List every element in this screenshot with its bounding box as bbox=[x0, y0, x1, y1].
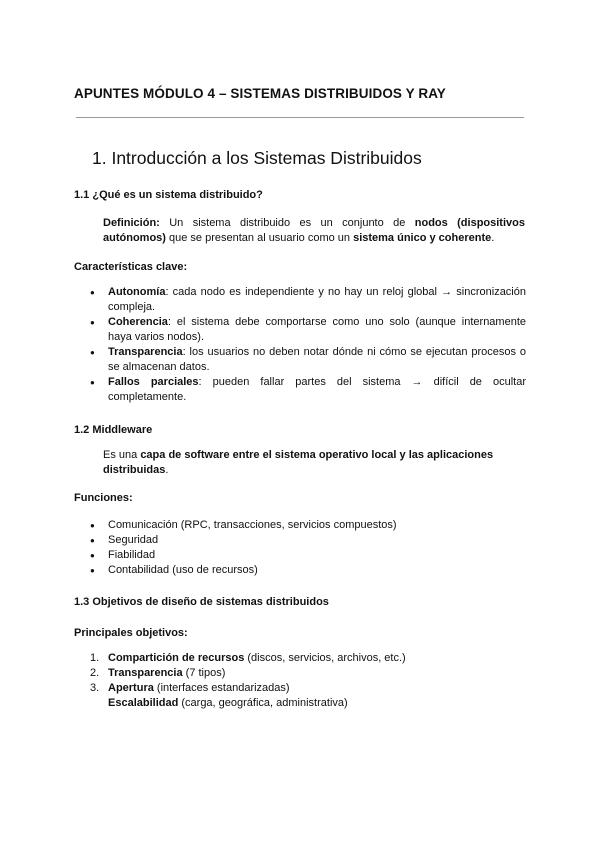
feature-text: el sistema debe comportarse como uno solo (aunque internamente haya varios nodos). bbox=[108, 316, 526, 343]
feature-item-fallos-parciales bbox=[0, 375, 526, 405]
objective-number: 2. bbox=[90, 667, 100, 679]
function-item: ● Comunicación (RPC, transacciones, servicios compuestos) bbox=[0, 518, 526, 533]
objective-text: (interfaces estandarizadas) bbox=[153, 682, 290, 694]
definition-text-2: que se presentan al usuario como un bbox=[165, 232, 354, 244]
document-title: APUNTES MÓDULO 4 – SISTEMAS DISTRIBUIDOS Y RAY bbox=[74, 86, 446, 101]
feature-text: los usuarios no deben notar dónde ni cómo se ejecutan procesos o se almacenan datos. bbox=[108, 346, 526, 373]
title-divider bbox=[76, 117, 524, 118]
function-item: ● Seguridad bbox=[0, 533, 526, 548]
feature-item-transparencia bbox=[0, 345, 526, 375]
features-list bbox=[0, 285, 526, 405]
objective-number: 1. bbox=[90, 652, 100, 664]
feature-item-autonomia bbox=[0, 285, 526, 315]
objectives-list bbox=[0, 651, 526, 711]
subsection-heading-1-3: 1.3 Objetivos de diseño de sistemas distribuidos bbox=[74, 596, 329, 608]
objective-term: Transparencia bbox=[108, 667, 183, 679]
functions-heading: Funciones: bbox=[74, 492, 133, 504]
objective-item-escalabilidad bbox=[0, 696, 526, 711]
objective-term: Escalabilidad bbox=[108, 697, 179, 709]
objective-text: (carga, geográfica, administrativa) bbox=[178, 697, 348, 709]
middleware-text-2: . bbox=[165, 464, 169, 476]
feature-sep: : bbox=[165, 286, 169, 298]
features-heading: Características clave: bbox=[74, 261, 188, 273]
objective-term: Apertura bbox=[108, 682, 154, 694]
subsection-heading-1-2: 1.2 Middleware bbox=[74, 424, 153, 436]
definition-text-3: . bbox=[491, 232, 495, 244]
feature-text: cada nodo es independiente y no hay un reloj global → sincronización compleja. bbox=[108, 286, 526, 313]
feature-term: Transparencia bbox=[108, 346, 183, 358]
objective-term: Compartición de recursos bbox=[108, 652, 245, 664]
objective-text: (discos, servicios, archivos, etc.) bbox=[244, 652, 406, 664]
feature-term: Autonomía bbox=[108, 286, 166, 298]
objective-item-transparencia bbox=[0, 666, 526, 681]
objective-text: (7 tipos) bbox=[182, 667, 226, 679]
definition-text-1: Un sistema distribuido es un conjunto de bbox=[159, 217, 415, 229]
middleware-bold: capa de software entre el sistema operativo local y las aplicaciones distribuidas bbox=[103, 449, 494, 476]
subsection-heading-1-1: 1.1 ¿Qué es un sistema distribuido? bbox=[74, 189, 263, 201]
feature-text: pueden fallar partes del sistema → difícil de ocultar completamente. bbox=[108, 376, 526, 403]
objective-number: 3. bbox=[90, 682, 100, 694]
middleware-text-1: Es una bbox=[103, 449, 141, 461]
objective-item-apertura bbox=[0, 681, 526, 696]
feature-term: Coherencia bbox=[108, 316, 168, 328]
objectives-heading: Principales objetivos: bbox=[74, 627, 188, 639]
feature-item-coherencia bbox=[0, 315, 526, 345]
functions-list bbox=[0, 518, 526, 578]
section-title: 1. Introducción a los Sistemas Distribuidos bbox=[92, 148, 422, 168]
middleware-paragraph bbox=[103, 448, 503, 478]
definition-label: Definición: bbox=[103, 217, 160, 229]
feature-sep: : bbox=[182, 346, 186, 358]
feature-sep: : bbox=[167, 316, 171, 328]
feature-sep: : bbox=[198, 376, 202, 388]
feature-term: Fallos parciales bbox=[108, 376, 199, 388]
definition-paragraph bbox=[103, 216, 525, 246]
definition-bold-1: nodos (dispositivos autónomos) bbox=[103, 217, 525, 244]
function-item: ● Fiabilidad bbox=[0, 548, 526, 563]
function-item: ● Contabilidad (uso de recursos) bbox=[0, 563, 526, 578]
definition-bold-2: sistema único y coherente bbox=[353, 232, 492, 244]
objective-item-comparticion bbox=[0, 651, 526, 666]
